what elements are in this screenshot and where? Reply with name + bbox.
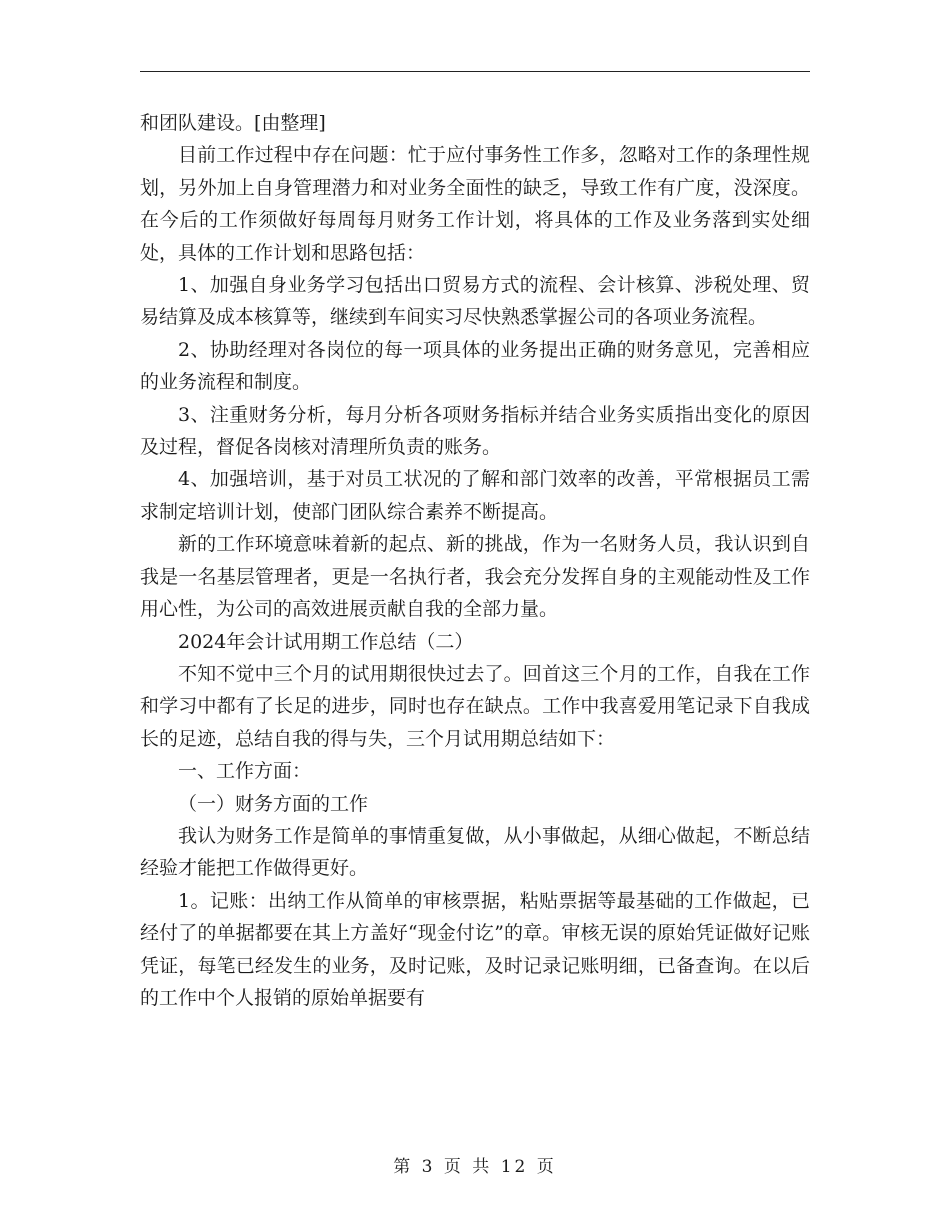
paragraph-plan-3: 3、注重财务分析，每月分析各项财务指标并结合业务实质指出变化的原因及过程，督促各岗核对清理所负责的账务。 bbox=[140, 403, 810, 459]
paragraph-plan-1: 1、加强自身业务学习包括出口贸易方式的流程、会计核算、涉税处理、贸易结算及成本核算等，继续到车间实习尽快熟悉掌握公司的各项业务流程。 bbox=[140, 274, 810, 329]
heading-work-aspects: 一、工作方面： bbox=[178, 760, 312, 783]
paragraph-continuation: 和团队建设。[由整理] bbox=[140, 112, 326, 134]
page-number-footer: 第 3 页 共 12 页 bbox=[393, 1157, 557, 1177]
paragraph-plan-4: 4、加强培训，基于对员工状况的了解和部门效率的改善，平常根据员工需求制定培训计划，使部门团队综合素养不断提高。 bbox=[140, 468, 810, 523]
paragraph-intro: 不知不觉中三个月的试用期很快过去了。回首这三个月的工作，自我在工作和学习中都有了长足的进步，同时也存在缺点。工作中我喜爱用笔记录下自我成长的足迹，总结自我的得与失，三个月试用期总结如下： bbox=[140, 662, 810, 750]
paragraph-problems: 目前工作过程中存在问题：忙于应付事务性工作多，忽略对工作的条理性规划，另外加上自身管理潜力和对业务全面性的缺乏，导致工作有广度，没深度。在今后的工作须做好每周每月财务工作计划，将具体的工作及业务落到实处细处，具体的工作计划和思路包括： bbox=[140, 144, 810, 264]
paragraph-bookkeeping: 1。记账：出纳工作从简单的审核票据，粘贴票据等最基础的工作做起，已经付了的单据都要在其上方盖好“现金付讫”的章。审核无误的原始凭证做好记账凭证，每笔已经发生的业务，及时记账，及时记录记账明细，已备查询。在以后的工作中个人报销的原始单据要有 bbox=[140, 889, 810, 1009]
paragraph-plan-2: 2、协助经理对各岗位的每一项具体的业务提出正确的财务意见，完善相应的业务流程和制度。 bbox=[140, 338, 810, 394]
paragraph-finance-view: 我认为财务工作是简单的事情重复做，从小事做起，从细心做起，不断总结经验才能把工作做得更好。 bbox=[140, 824, 810, 880]
header-rule bbox=[140, 71, 810, 72]
section-title: 2024年会计试用期工作总结（二） bbox=[178, 630, 474, 653]
subheading-finance-work: （一）财务方面的工作 bbox=[178, 792, 369, 815]
document-body bbox=[140, 107, 810, 1014]
paragraph-conclusion: 新的工作环境意味着新的起点、新的挑战，作为一名财务人员，我认识到自我是一名基层管理者，更是一名执行者，我会充分发挥自身的主观能动性及工作用心性，为公司的高效进展贡献自我的全部力量。 bbox=[140, 533, 810, 621]
